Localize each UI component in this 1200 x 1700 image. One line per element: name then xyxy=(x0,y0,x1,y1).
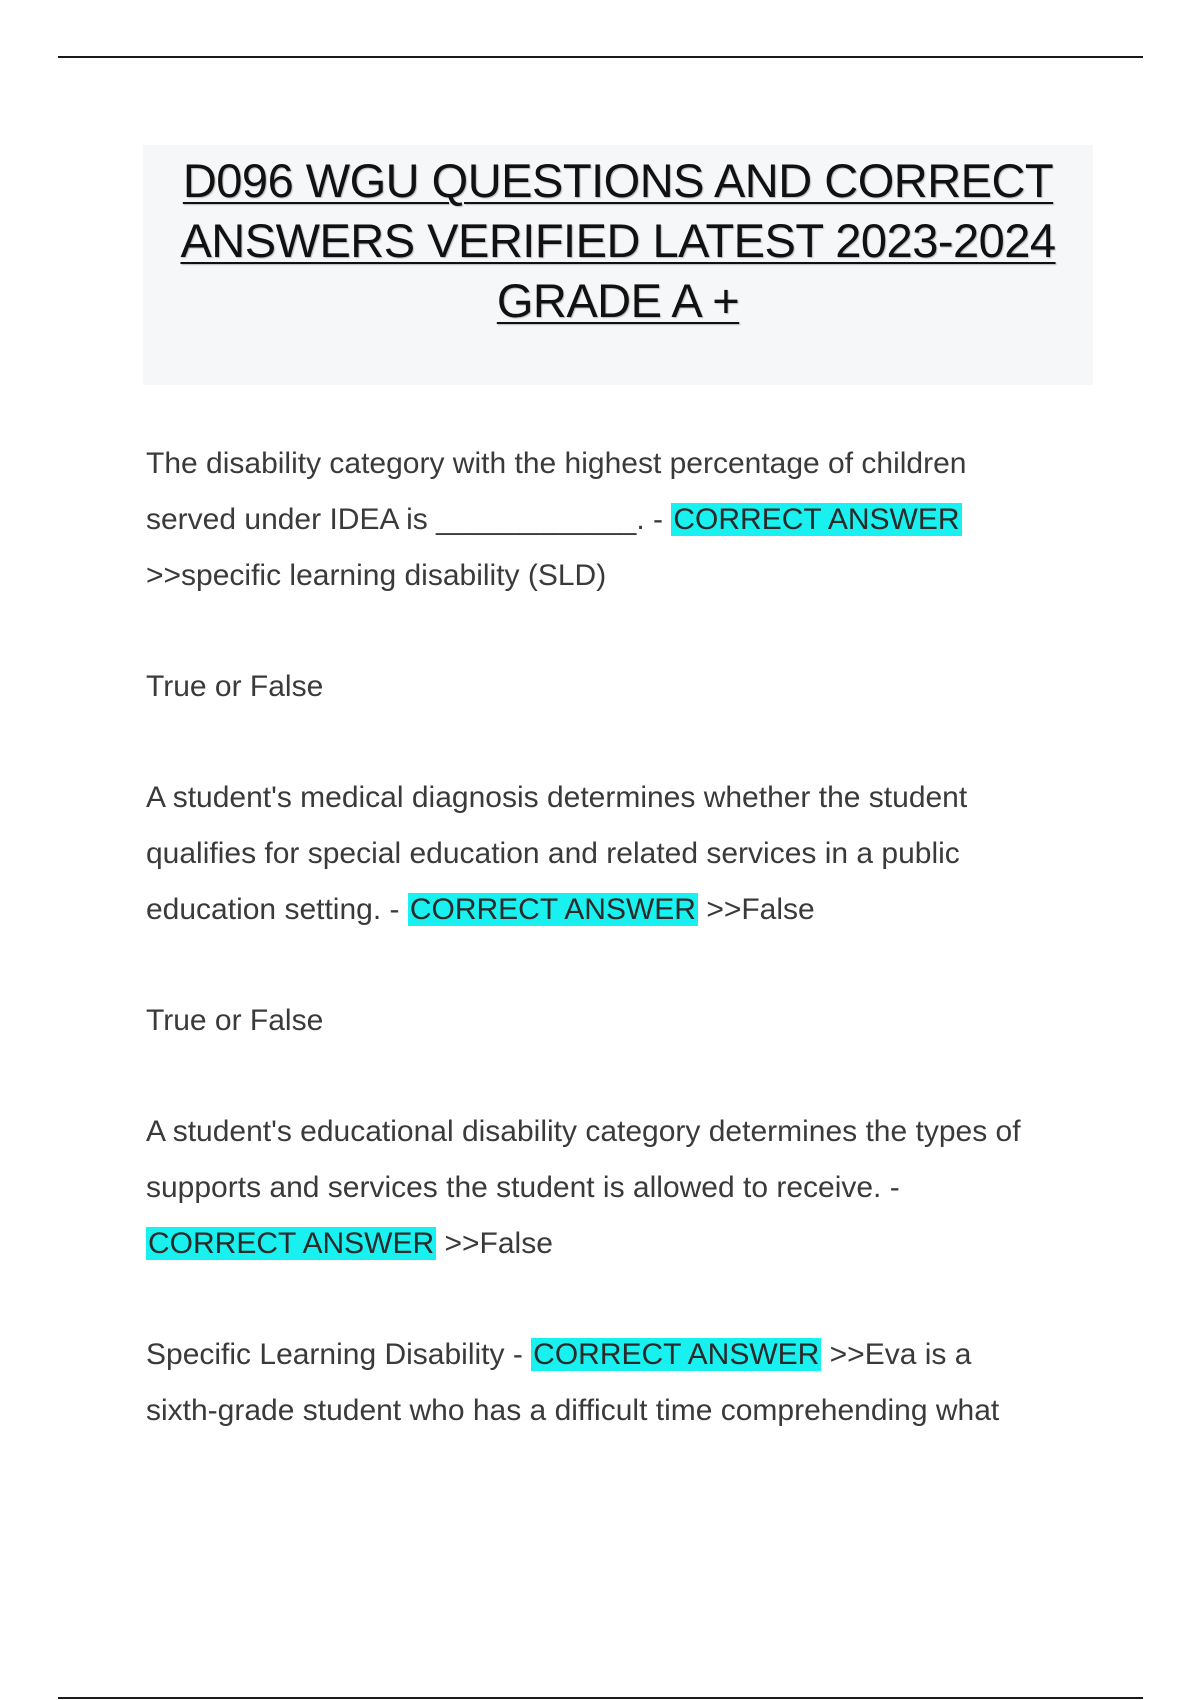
header-rule xyxy=(58,56,1143,58)
answer-4-line-1: >>Eva is a xyxy=(821,1338,972,1371)
footer-rule xyxy=(58,1697,1143,1699)
correct-answer-highlight: CORRECT ANSWER xyxy=(409,893,696,926)
answer-2: >>False xyxy=(697,893,815,926)
question-3-line-2: supports and services the student is allowed to receive. - xyxy=(146,1171,900,1204)
question-2-line-1: A student's medical diagnosis determines whether the student xyxy=(146,781,968,814)
question-2-line-3: education setting. - xyxy=(146,893,408,926)
question-2-prompt xyxy=(146,659,1106,715)
correct-answer-highlight: CORRECT ANSWER xyxy=(673,503,960,536)
true-or-false-label: True or False xyxy=(146,1004,324,1037)
title-line-1: D096 WGU QUESTIONS AND CORRECT xyxy=(182,154,1054,207)
correct-answer-highlight: CORRECT ANSWER xyxy=(533,1338,820,1371)
correct-answer-highlight: CORRECT ANSWER xyxy=(148,1227,435,1260)
question-4 xyxy=(146,1327,1106,1439)
question-2-line-2: qualifies for special education and related services in a public xyxy=(146,837,960,870)
question-3-prompt xyxy=(146,993,1106,1049)
question-3 xyxy=(146,1104,1106,1272)
true-or-false-label: True or False xyxy=(146,670,324,703)
question-3-line-1: A student's educational disability category determines the types of xyxy=(146,1115,1021,1148)
question-4-line-1: Specific Learning Disability - xyxy=(146,1338,532,1371)
question-1-line-2: served under IDEA is ____________. - xyxy=(146,503,672,536)
question-1 xyxy=(146,436,1106,604)
answer-3: >>False xyxy=(436,1227,553,1260)
question-1-line-1: The disability category with the highest percentage of children xyxy=(146,447,967,480)
answer-1: >>specific learning disability (SLD) xyxy=(146,559,607,592)
question-2 xyxy=(146,770,1106,938)
answer-4-line-2: sixth-grade student who has a difficult time comprehending what xyxy=(146,1394,1000,1427)
title-line-2: ANSWERS VERIFIED LATEST 2023-2024 xyxy=(180,214,1056,267)
document-body xyxy=(146,436,1106,1494)
title-line-3: GRADE A + xyxy=(496,274,740,327)
document-title xyxy=(143,145,1093,385)
